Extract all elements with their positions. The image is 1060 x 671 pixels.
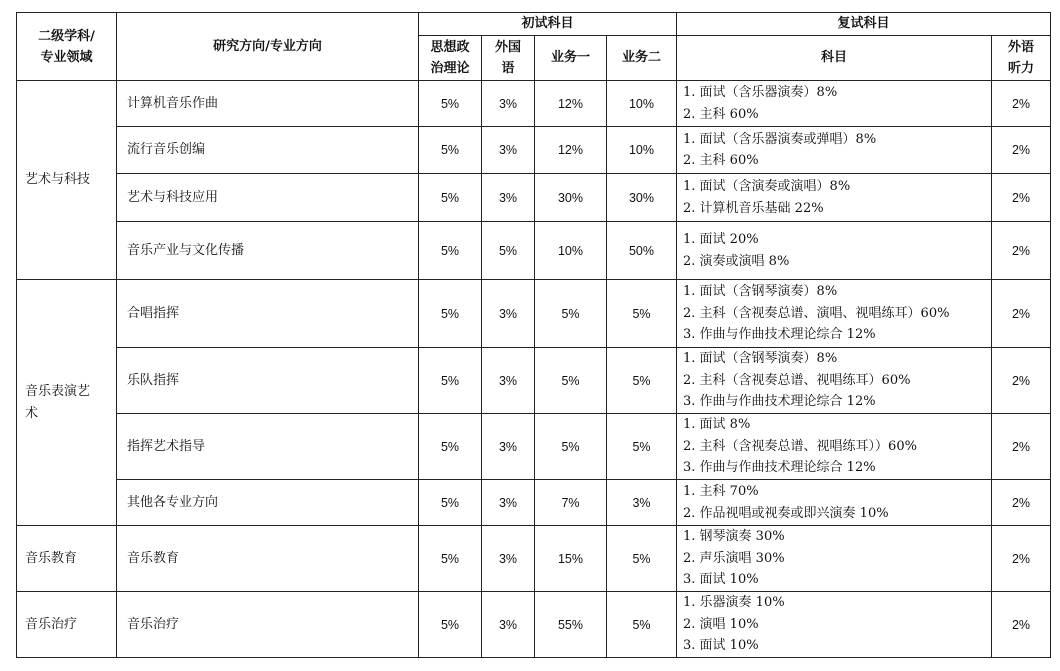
foreign-weight-cell: 3% (482, 81, 535, 127)
retest-subject-line: 1. 面试（含乐器演奏）8% (683, 85, 838, 100)
retest-subjects-cell (677, 280, 992, 348)
header-listening: 外语 听力 (992, 36, 1051, 81)
foreign-weight-cell: 3% (482, 127, 535, 174)
listening-weight-cell: 2% (992, 280, 1051, 348)
retest-subject-line: 3. 作曲与作曲技术理论综合 12% (683, 327, 876, 343)
retest-subject-line: 2. 主科 60% (683, 106, 759, 122)
header-biz2: 业务二 (607, 36, 677, 81)
retest-subject-line: 2. 计算机音乐基础 22% (683, 200, 824, 216)
header-politics: 思想政 治理论 (419, 36, 482, 81)
biz1-weight-cell: 5% (535, 348, 607, 414)
header-foreign: 外国 语 (482, 36, 535, 81)
listening-weight-cell: 2% (992, 127, 1051, 174)
retest-subject-line: 2. 主科（含视奏总谱、视唱练耳））60% (683, 438, 917, 454)
listening-weight-cell: 2% (992, 480, 1051, 526)
politics-weight-cell: 5% (419, 414, 482, 480)
politics-weight-cell: 5% (419, 526, 482, 592)
table-row (17, 127, 1051, 174)
biz1-weight-cell: 30% (535, 174, 607, 222)
header-biz1: 业务一 (535, 36, 607, 81)
retest-subject-line: 2. 主科（含视奏总谱、演唱、视唱练耳）60% (683, 305, 950, 321)
retest-subjects-cell (677, 222, 992, 280)
direction-cell: 乐队指挥 (117, 348, 419, 414)
foreign-weight-cell: 3% (482, 174, 535, 222)
foreign-weight-cell: 5% (482, 222, 535, 280)
biz1-weight-cell: 55% (535, 592, 607, 658)
listening-weight-cell: 2% (992, 348, 1051, 414)
table-row (17, 174, 1051, 222)
retest-subject-line: 2. 演唱 10% (683, 616, 759, 632)
direction-cell: 音乐教育 (117, 526, 419, 592)
retest-subject-line: 1. 面试 20% (683, 232, 759, 247)
discipline-cell: 音乐表演艺术 (17, 280, 117, 526)
foreign-weight-cell: 3% (482, 280, 535, 348)
header-retest: 复试科目 (677, 13, 1051, 36)
listening-weight-cell: 2% (992, 222, 1051, 280)
politics-weight-cell: 5% (419, 592, 482, 658)
biz1-weight-cell: 12% (535, 127, 607, 174)
direction-cell: 其他各专业方向 (117, 480, 419, 526)
foreign-weight-cell: 3% (482, 592, 535, 658)
retest-subject-line: 1. 面试（含钢琴演奏）8% (683, 351, 838, 367)
table-row (17, 414, 1051, 480)
retest-subject-line: 2. 作品视唱或视奏或即兴演奏 10% (683, 505, 889, 521)
direction-cell: 合唱指挥 (117, 280, 419, 348)
table-row (17, 526, 1051, 592)
biz2-weight-cell: 10% (607, 81, 677, 127)
retest-subjects-cell (677, 81, 992, 127)
biz2-weight-cell: 10% (607, 127, 677, 174)
table-row (17, 480, 1051, 526)
foreign-weight-cell: 3% (482, 526, 535, 592)
direction-cell: 计算机音乐作曲 (117, 81, 419, 127)
listening-weight-cell: 2% (992, 592, 1051, 658)
retest-subjects-cell (677, 480, 992, 526)
biz2-weight-cell: 5% (607, 414, 677, 480)
discipline-cell: 音乐教育 (17, 526, 117, 592)
biz2-weight-cell: 5% (607, 526, 677, 592)
direction-cell: 指挥艺术指导 (117, 414, 419, 480)
foreign-weight-cell: 3% (482, 480, 535, 526)
politics-weight-cell: 5% (419, 81, 482, 127)
discipline-cell: 艺术与科技 (17, 81, 117, 280)
listening-weight-cell: 2% (992, 174, 1051, 222)
biz2-weight-cell: 3% (607, 480, 677, 526)
retest-subjects-cell (677, 127, 992, 174)
direction-cell: 音乐产业与文化传播 (117, 222, 419, 280)
retest-subject-line: 2. 主科 60% (683, 153, 759, 168)
retest-subject-line: 1. 面试（含钢琴演奏）8% (683, 284, 838, 300)
retest-subject-line: 3. 作曲与作曲技术理论综合 12% (683, 460, 876, 476)
header-direction: 研究方向/专业方向 (117, 13, 419, 81)
retest-subjects-cell (677, 592, 992, 658)
exam-weight-table (16, 12, 1051, 658)
header-discipline: 二级学科/ 专业领域 (17, 13, 117, 81)
foreign-weight-cell: 3% (482, 348, 535, 414)
biz1-weight-cell: 5% (535, 414, 607, 480)
retest-subject-line: 3. 面试 10% (683, 572, 759, 588)
retest-subject-line: 1. 面试（含乐器演奏或弹唱）8% (683, 131, 877, 147)
biz2-weight-cell: 50% (607, 222, 677, 280)
direction-cell: 音乐治疗 (117, 592, 419, 658)
biz2-weight-cell: 5% (607, 280, 677, 348)
retest-subjects-cell (677, 348, 992, 414)
politics-weight-cell: 5% (419, 280, 482, 348)
biz1-weight-cell: 10% (535, 222, 607, 280)
politics-weight-cell: 5% (419, 348, 482, 414)
politics-weight-cell: 5% (419, 480, 482, 526)
table-row (17, 348, 1051, 414)
biz1-weight-cell: 12% (535, 81, 607, 127)
biz1-weight-cell: 15% (535, 526, 607, 592)
table-row (17, 81, 1051, 127)
retest-subject-line: 3. 作曲与作曲技术理论综合 12% (683, 394, 876, 410)
listening-weight-cell: 2% (992, 81, 1051, 127)
header-prelim: 初试科目 (419, 13, 677, 36)
retest-subject-line: 2. 主科（含视奏总谱、视唱练耳）60% (683, 372, 911, 388)
politics-weight-cell: 5% (419, 222, 482, 280)
retest-subject-line: 2. 演奏或演唱 8% (683, 253, 790, 269)
retest-subjects-cell (677, 174, 992, 222)
header-subjects: 科目 (677, 36, 992, 81)
retest-subjects-cell (677, 526, 992, 592)
direction-cell: 艺术与科技应用 (117, 174, 419, 222)
retest-subject-line: 2. 声乐演唱 30% (683, 550, 785, 566)
retest-subject-line: 1. 钢琴演奏 30% (683, 529, 785, 545)
discipline-cell: 音乐治疗 (17, 592, 117, 658)
retest-subjects-cell (677, 414, 992, 480)
biz1-weight-cell: 5% (535, 280, 607, 348)
foreign-weight-cell: 3% (482, 414, 535, 480)
biz1-weight-cell: 7% (535, 480, 607, 526)
biz2-weight-cell: 30% (607, 174, 677, 222)
listening-weight-cell: 2% (992, 526, 1051, 592)
table-row (17, 280, 1051, 348)
retest-subject-line: 1. 主科 70% (683, 484, 759, 499)
listening-weight-cell: 2% (992, 414, 1051, 480)
direction-cell: 流行音乐创编 (117, 127, 419, 174)
biz2-weight-cell: 5% (607, 348, 677, 414)
politics-weight-cell: 5% (419, 174, 482, 222)
retest-subject-line: 3. 面试 10% (683, 638, 759, 654)
table-row (17, 222, 1051, 280)
politics-weight-cell: 5% (419, 127, 482, 174)
retest-subject-line: 1. 面试（含演奏或演唱）8% (683, 179, 851, 194)
biz2-weight-cell: 5% (607, 592, 677, 658)
retest-subject-line: 1. 乐器演奏 10% (683, 595, 785, 611)
retest-subject-line: 1. 面试 8% (683, 417, 751, 433)
table-row (17, 592, 1051, 658)
